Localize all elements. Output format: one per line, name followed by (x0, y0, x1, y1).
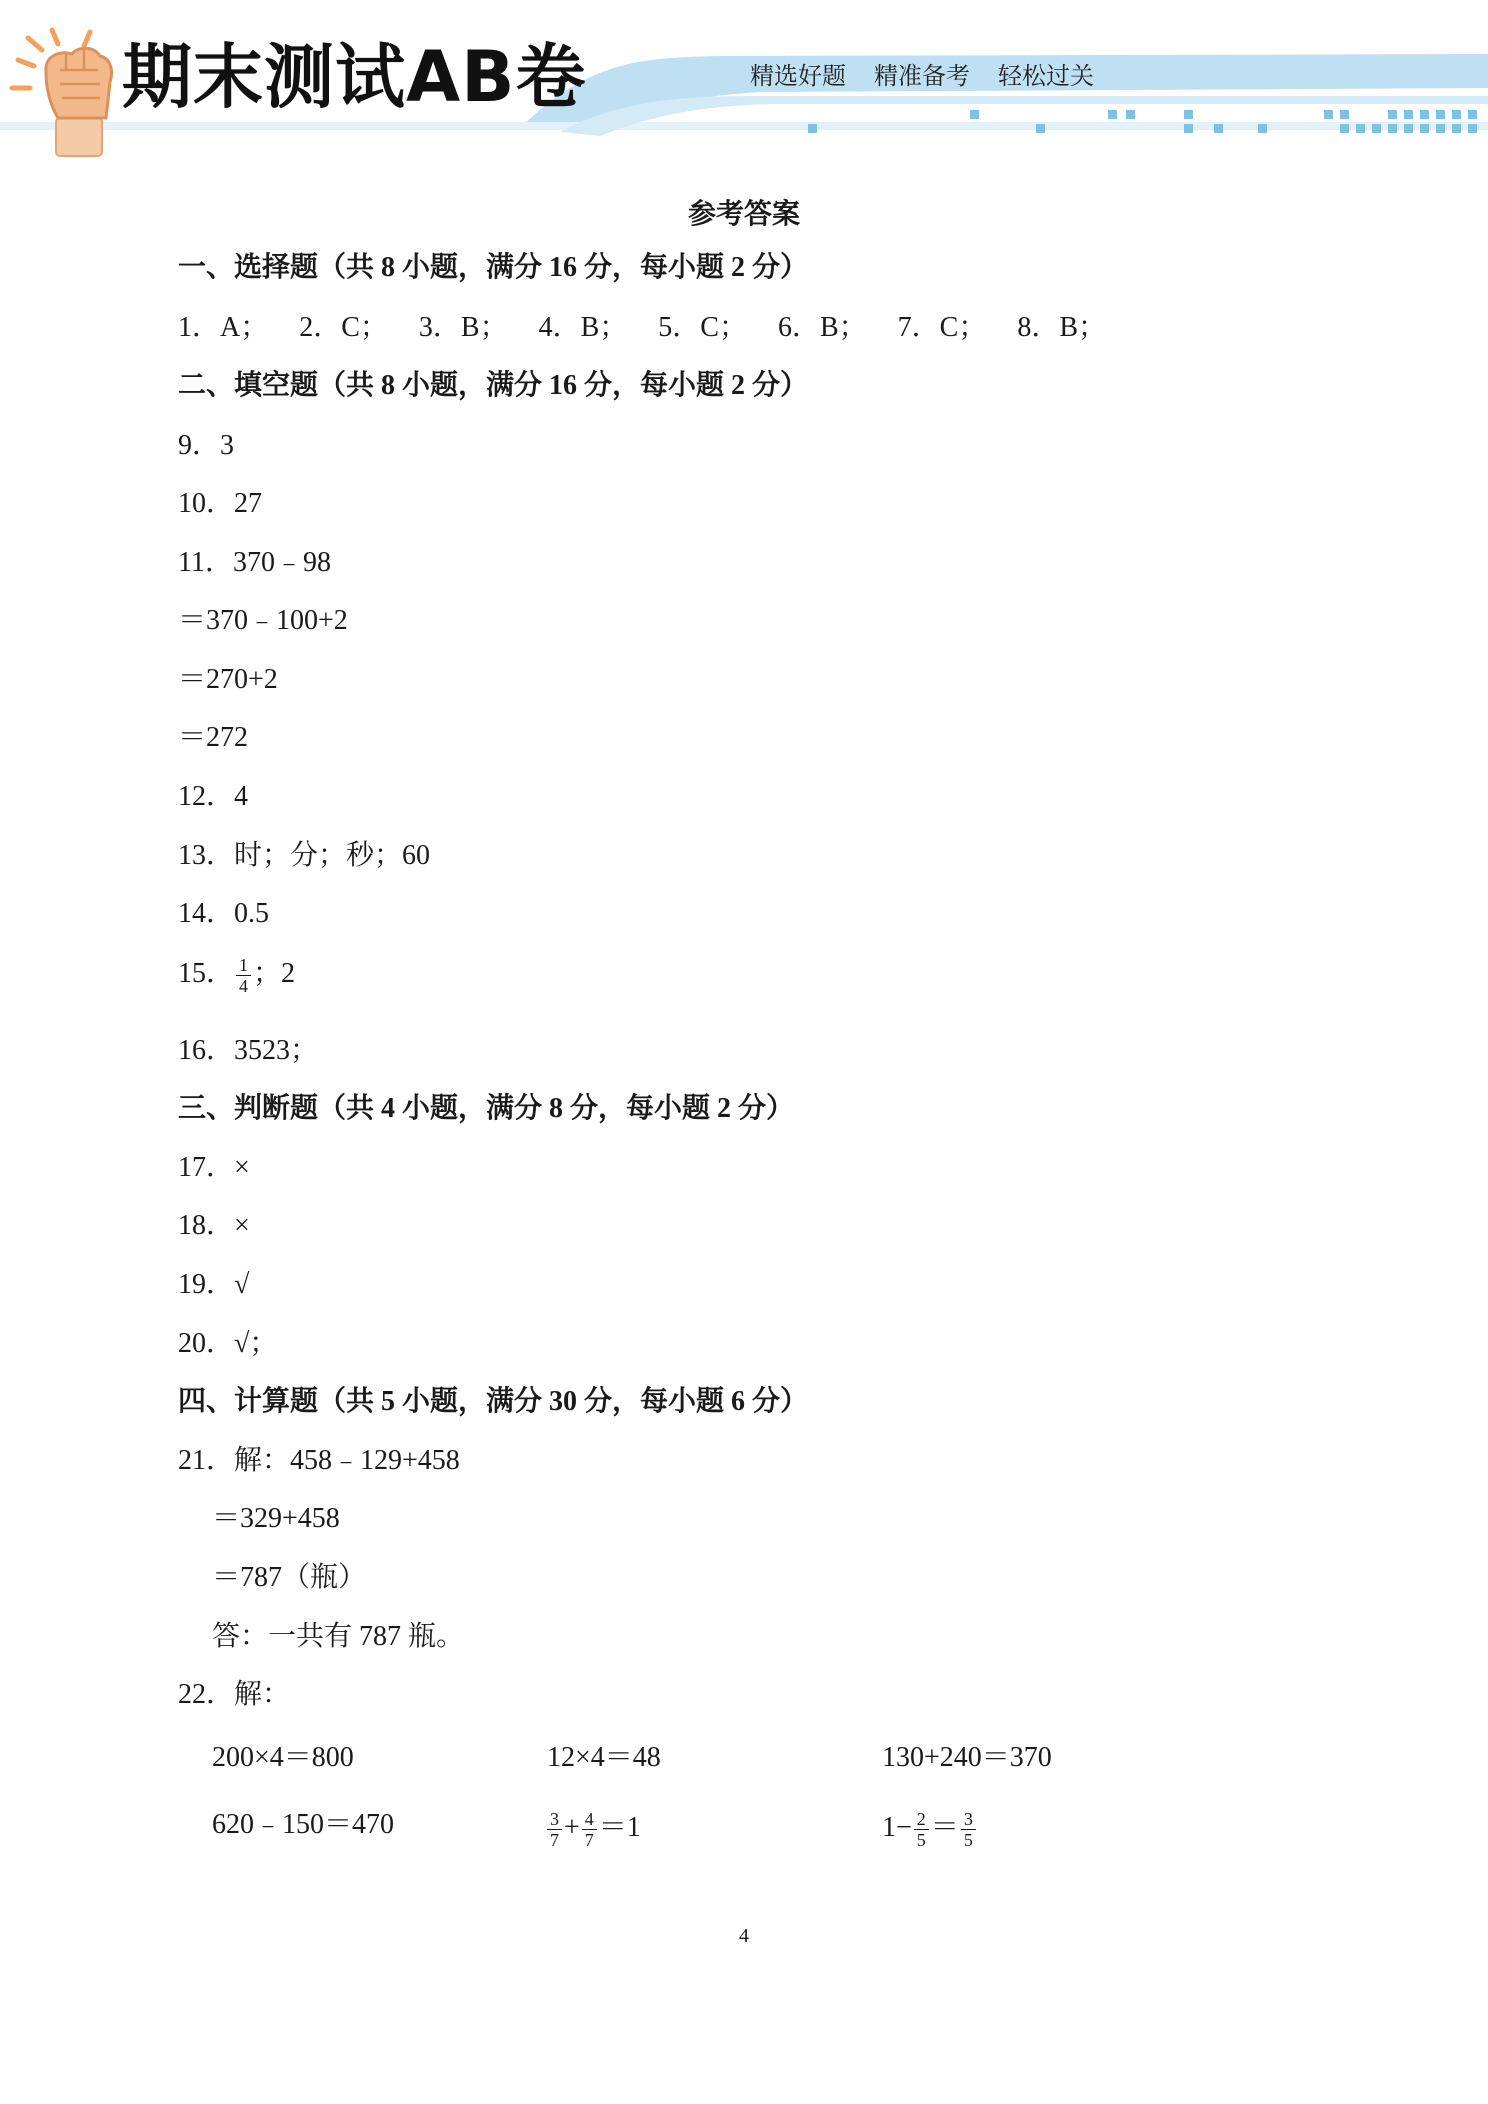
fraction (236, 956, 251, 995)
fist-icon (12, 30, 112, 156)
fraction-denominator: 5 (916, 1830, 926, 1851)
operator: + (564, 1812, 580, 1843)
fraction (547, 1810, 562, 1849)
fraction-numerator: 2 (914, 1810, 929, 1830)
fraction-denominator: 7 (584, 1830, 594, 1851)
answer-16: 16．3523； (178, 1035, 319, 1066)
answer-15-prefix: 15． (178, 958, 235, 989)
answer-8: 8．B； (1017, 312, 1107, 343)
answer-11-step-1: ＝370﹣100+2 (178, 605, 348, 636)
answer-10: 10．27 (178, 488, 263, 519)
answer-20: 20．√； (178, 1328, 278, 1359)
document-title: 参考答案 (687, 199, 800, 230)
slogan-2: 精准备考 (874, 62, 970, 90)
slogan-1: 精选好题 (750, 62, 846, 90)
slogan-3: 轻松过关 (998, 62, 1094, 90)
page-header (0, 0, 1488, 160)
answer-4: 4．B； (538, 312, 628, 343)
answer-21-step-1: ＝329+458 (212, 1503, 340, 1534)
calc-r2c2 (545, 1808, 641, 1849)
answer-13: 13．时；分；秒；60 (178, 840, 431, 871)
fraction-denominator: 5 (963, 1830, 973, 1851)
fraction (914, 1810, 929, 1849)
fraction-numerator: 4 (582, 1810, 597, 1830)
answer-5: 5．C； (658, 312, 747, 343)
fraction (582, 1810, 597, 1849)
answer-22: 22．解： (178, 1679, 291, 1710)
brand-title: 期末测试AB卷 (122, 36, 587, 118)
section-heading-choice: 一、选择题（共 8 小题，满分 16 分，每小题 2 分） (178, 252, 809, 283)
answer-18: 18．× (178, 1210, 250, 1241)
answer-19: 19．√ (178, 1269, 250, 1300)
calc-r1c1: 200×4＝800 (212, 1742, 354, 1773)
fraction-numerator: 3 (547, 1810, 562, 1830)
answer-21: 21．解：458﹣129+458 (178, 1445, 460, 1476)
section-heading-calc: 四、计算题（共 5 小题，满分 30 分，每小题 6 分） (178, 1386, 809, 1417)
answer-11-step-3: ＝272 (178, 722, 249, 753)
answer-9: 9．3 (178, 430, 235, 461)
calc-r2c1: 620﹣150＝470 (212, 1809, 395, 1840)
lead-term: 1− (882, 1812, 912, 1843)
answer-7: 7．C； (897, 312, 987, 343)
page-number: 4 (739, 1925, 749, 1947)
fraction-numerator: 1 (236, 956, 251, 976)
section-heading-fill: 二、填空题（共 8 小题，满分 16 分，每小题 2 分） (178, 370, 809, 401)
answer-6: 6．B； (777, 312, 867, 343)
answer-11-step-2: ＝270+2 (178, 664, 278, 695)
answer-14: 14．0.5 (178, 898, 270, 929)
result: ＝1 (598, 1812, 641, 1843)
fraction-denominator: 4 (239, 976, 249, 997)
choice-answers (178, 310, 1130, 346)
answer-17: 17．× (178, 1152, 250, 1183)
answer-15-suffix: ；2 (253, 958, 296, 989)
fraction-numerator: 3 (961, 1810, 976, 1830)
answer-3: 3．B； (418, 312, 508, 343)
section-heading-judge: 三、判断题（共 4 小题，满分 8 分，每小题 2 分） (178, 1093, 795, 1124)
slogan-bar (750, 56, 1094, 91)
answer-21-step-2: ＝787（瓶） (212, 1562, 367, 1593)
answer-1: 1．A； (178, 312, 269, 343)
calc-r1c3: 130+240＝370 (882, 1742, 1052, 1773)
answer-21-conclusion: 答：一共有 787 瓶。 (212, 1621, 465, 1652)
fraction (961, 1810, 976, 1849)
calc-r1c2: 12×4＝48 (547, 1742, 661, 1773)
fraction-denominator: 7 (550, 1830, 559, 1851)
answer-12: 12．4 (178, 781, 249, 812)
operator: ＝ (930, 1812, 959, 1843)
answer-11: 11．370﹣98 (178, 547, 331, 578)
answer-15 (178, 956, 295, 995)
calc-r2c3 (882, 1808, 978, 1849)
answer-2: 2．C； (299, 312, 388, 343)
